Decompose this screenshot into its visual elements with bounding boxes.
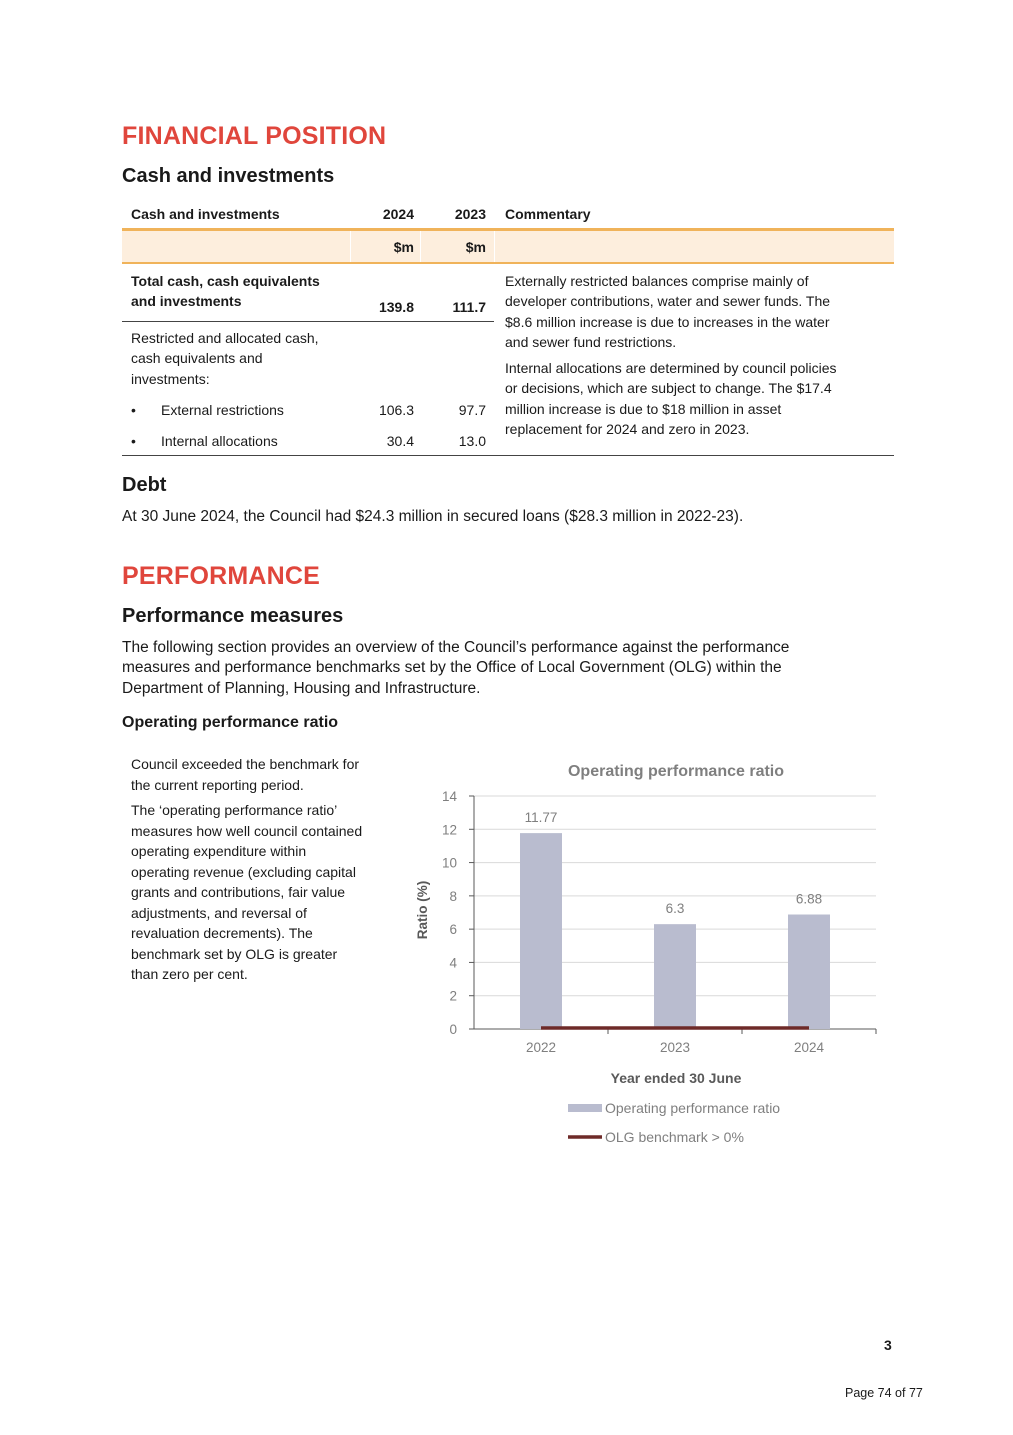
side-text-2-line4: operating revenue (excluding capital — [131, 864, 356, 880]
table-header-2024: 2024 — [382, 206, 414, 222]
chart-title: Operating performance ratio — [567, 763, 785, 780]
chart-y-axis-label: Ratio (%) — [415, 880, 430, 940]
table-row-bullet: • — [131, 402, 136, 418]
table-restricted-label-line1: Restricted and allocated cash, — [131, 330, 319, 346]
table-row-label-internal: Internal allocations — [161, 433, 278, 449]
table-total-2024: 139.8 — [378, 299, 414, 315]
table-units-rule — [122, 262, 894, 264]
table-restricted-label-line3: investments: — [131, 371, 210, 387]
table-row-bullet: • — [131, 433, 136, 449]
chart-y-tick-label: 0 — [449, 1022, 457, 1037]
table-bottom-rule — [122, 455, 894, 456]
performance-intro-line2: measures and performance benchmarks set by the Office of Local Government (OLG) within the — [122, 659, 782, 676]
chart-y-tick-label: 4 — [449, 955, 457, 971]
side-text-2-line7: revaluation decrements). The — [131, 925, 313, 941]
page-of-label: Page 74 of 77 — [845, 1386, 923, 1400]
chart-bar — [788, 914, 830, 1029]
chart-y-tick-label: 6 — [449, 922, 457, 938]
subheading-operating-performance-ratio: Operating performance ratio — [122, 714, 339, 731]
table-row-internal-2024: 30.4 — [386, 433, 414, 449]
commentary-para1-line2: developer contributions, water and sewer funds. The — [505, 293, 831, 309]
commentary-para2-line1: Internal allocations are determined by council policies — [505, 360, 837, 376]
table-col-divider — [494, 231, 495, 262]
performance-intro-line1: The following section provides an overview of the Council’s performance against the performance — [122, 639, 790, 656]
chart-bar — [654, 924, 696, 1029]
legend-label-opr: Operating performance ratio — [605, 1100, 781, 1116]
side-text-2-line9: than zero per cent. — [131, 966, 248, 982]
chart-y-tick-label: 14 — [441, 789, 457, 804]
commentary-para1-line4: and sewer fund restrictions. — [505, 334, 677, 350]
chart-x-tick-label: 2022 — [525, 1040, 557, 1055]
table-row-internal-2023: 13.0 — [458, 433, 486, 449]
table-row-external-2024: 106.3 — [378, 402, 414, 418]
chart-y-tick-label: 8 — [449, 888, 457, 904]
chart-x-tick-label: 2024 — [793, 1040, 825, 1055]
commentary-para2-line2: or decisions, which are subject to change. The $17.4 — [505, 380, 832, 396]
commentary-para1-line3: $8.6 million increase is due to increases in the water — [505, 314, 830, 330]
commentary-para2-line4: replacement for 2024 and zero in 2023. — [505, 421, 750, 437]
chart-data-label: 6.88 — [795, 891, 823, 907]
table-header-2023: 2023 — [454, 206, 486, 222]
subheading-cash-and-investments: Cash and investments — [122, 165, 335, 187]
chart-data-label: 11.77 — [524, 810, 558, 826]
subheading-performance-measures: Performance measures — [122, 605, 344, 627]
subheading-debt: Debt — [122, 474, 167, 496]
page-number: 3 — [884, 1337, 892, 1353]
table-header-commentary: Commentary — [505, 206, 591, 222]
side-text-2-line5: grants and contributions, fair value — [131, 884, 346, 900]
performance-intro-line3: Department of Planning, Housing and Infrastructure. — [122, 680, 481, 697]
side-text-2-line8: benchmark set by OLG is greater — [131, 946, 338, 962]
table-unit-2024: $m — [393, 239, 414, 255]
side-text-2-line6: adjustments, and reversal of — [131, 905, 307, 921]
table-total-label-line1: Total cash, cash equivalents — [131, 273, 320, 289]
chart-x-tick-label: 2023 — [659, 1040, 691, 1055]
side-text-1-line2: the current reporting period. — [131, 777, 304, 793]
debt-text: At 30 June 2024, the Council had $24.3 million in secured loans ($28.3 million in 2022-23). — [122, 508, 744, 525]
chart-data-label: 6.3 — [665, 901, 685, 917]
chart-legend — [568, 1100, 780, 1145]
table-row-external-2023: 97.7 — [458, 402, 486, 418]
table-header-cash-and-investments: Cash and investments — [131, 206, 280, 222]
chart-x-ticks — [526, 1029, 876, 1055]
table-row-label-external: External restrictions — [161, 402, 284, 418]
side-text-2-line1: The ‘operating performance ratio’ — [131, 802, 338, 818]
table-unit-2023: $m — [465, 239, 486, 255]
side-text-2-line3: operating expenditure within — [131, 843, 307, 859]
legend-swatch-bar — [568, 1104, 602, 1112]
commentary-para2-line3: million increase is due to $18 million in asset — [505, 401, 782, 417]
operating-performance-ratio-chart — [400, 745, 900, 1155]
table-row-rule — [122, 321, 494, 322]
table-restricted-label-line2: cash equivalents and — [131, 350, 263, 366]
section-heading-financial-position: FINANCIAL POSITION — [122, 122, 387, 150]
side-text-1-line1: Council exceeded the benchmark for — [131, 756, 360, 772]
table-total-label-line2: and investments — [131, 293, 242, 309]
chart-y-tick-label: 2 — [449, 988, 457, 1004]
table-total-2023: 111.7 — [452, 299, 486, 315]
side-text-2-line2: measures how well council contained — [131, 823, 363, 839]
commentary-para1-line1: Externally restricted balances comprise mainly of — [505, 273, 809, 289]
table-units-row — [122, 231, 894, 262]
section-heading-performance: PERFORMANCE — [122, 562, 321, 590]
chart-y-tick-label: 12 — [441, 822, 457, 838]
legend-label-benchmark: OLG benchmark > 0% — [605, 1129, 744, 1145]
chart-bar — [520, 833, 562, 1029]
chart-y-tick-label: 10 — [441, 855, 457, 871]
chart-x-axis-label: Year ended 30 June — [610, 1070, 742, 1086]
